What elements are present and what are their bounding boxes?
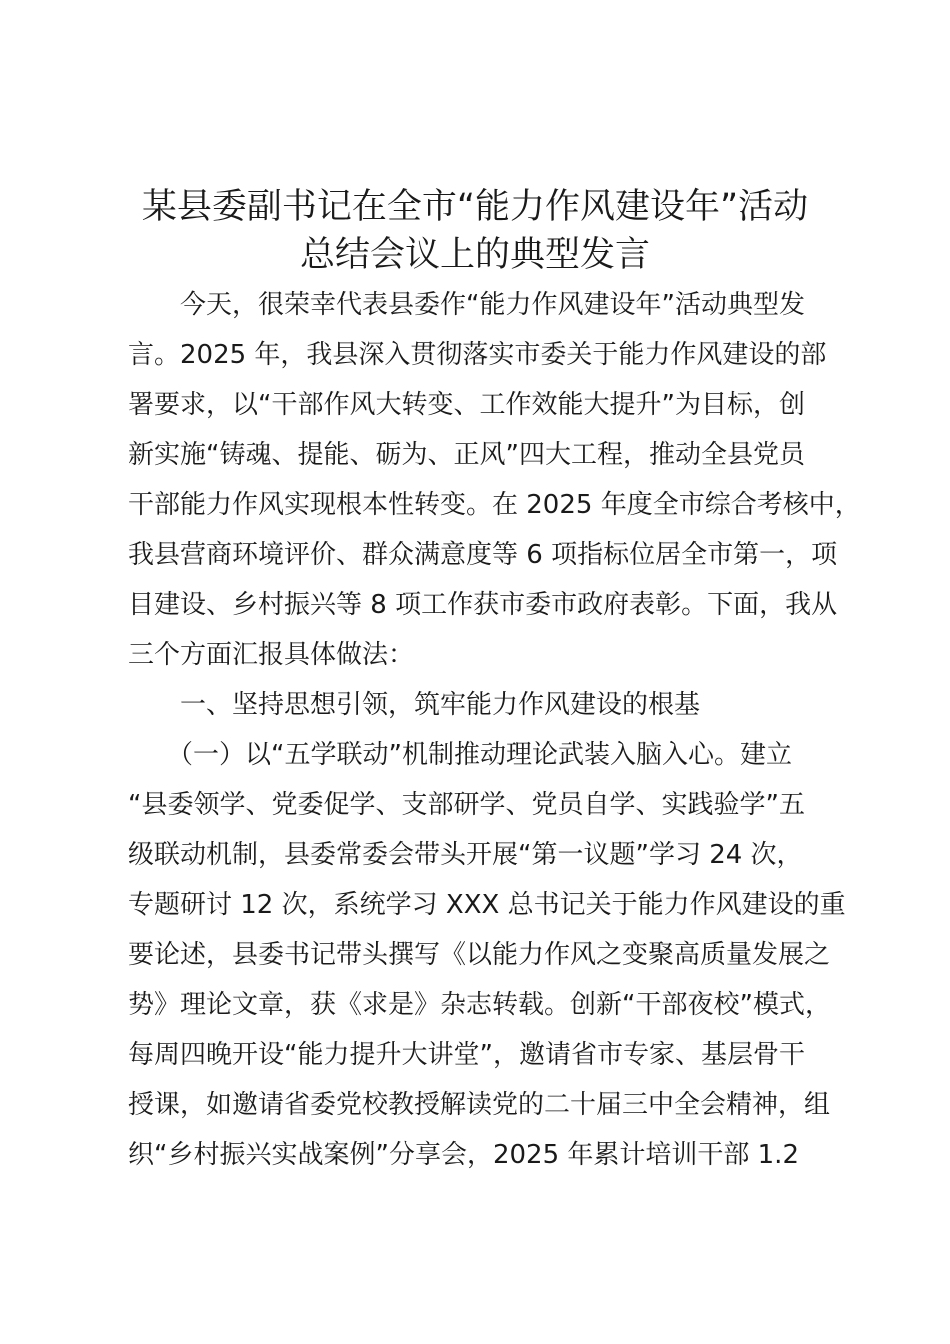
body-line: 专题研讨 12 次，系统学习 XXX 总书记关于能力作风建设的重 [128, 890, 846, 920]
body-line: 言。2025 年，我县深入贯彻落实市委关于能力作风建设的部 [128, 340, 827, 370]
body-line: 织“乡村振兴实战案例”分享会，2025 年累计培训干部 1.2 [128, 1140, 799, 1170]
section-heading: 一、坚持思想引领，筑牢能力作风建设的根基 [128, 690, 701, 720]
body-line: 势》理论文章，获《求是》杂志转载。创新“干部夜校”模式， [128, 990, 831, 1020]
body-line: 每周四晚开设“能力提升大讲堂”，邀请省市专家、基层骨干 [128, 1040, 805, 1070]
body-line: （一）以“五学联动”机制推动理论武装入脑入心。建立 [128, 740, 792, 770]
body-line: 目建设、乡村振兴等 8 项工作获市委市政府表彰。下面，我从 [128, 590, 838, 620]
body-line: 授课，如邀请省委党校教授解读党的二十届三中全会精神，组 [128, 1090, 831, 1120]
body-line: 要论述，县委书记带头撰写《以能力作风之变聚高质量发展之 [128, 940, 831, 970]
body-line: 我县营商环境评价、群众满意度等 6 项指标位居全市第一，项 [128, 540, 838, 570]
document-title-line-2: 总结会议上的典型发言 [299, 235, 650, 275]
body-line: 新实施“铸魂、提能、砺为、正风”四大工程，推动全县党员 [128, 440, 805, 470]
body-line: 级联动机制，县委常委会带头开展“第一议题”学习 24 次， [128, 840, 803, 870]
document-title-line-1: 某县委副书记在全市“能力作风建设年”活动 [141, 187, 809, 227]
body-line: “县委领学、党委促学、支部研学、党员自学、实践验学”五 [128, 790, 805, 820]
body-line: 三个方面汇报具体做法： [128, 640, 415, 670]
body-line: 干部能力作风实现根本性转变。在 2025 年度全市综合考核中， [128, 490, 861, 520]
body-line: 今天，很荣幸代表县委作“能力作风建设年”活动典型发 [128, 290, 805, 320]
body-line: 署要求，以“干部作风大转变、工作效能大提升”为目标，创 [128, 390, 805, 420]
